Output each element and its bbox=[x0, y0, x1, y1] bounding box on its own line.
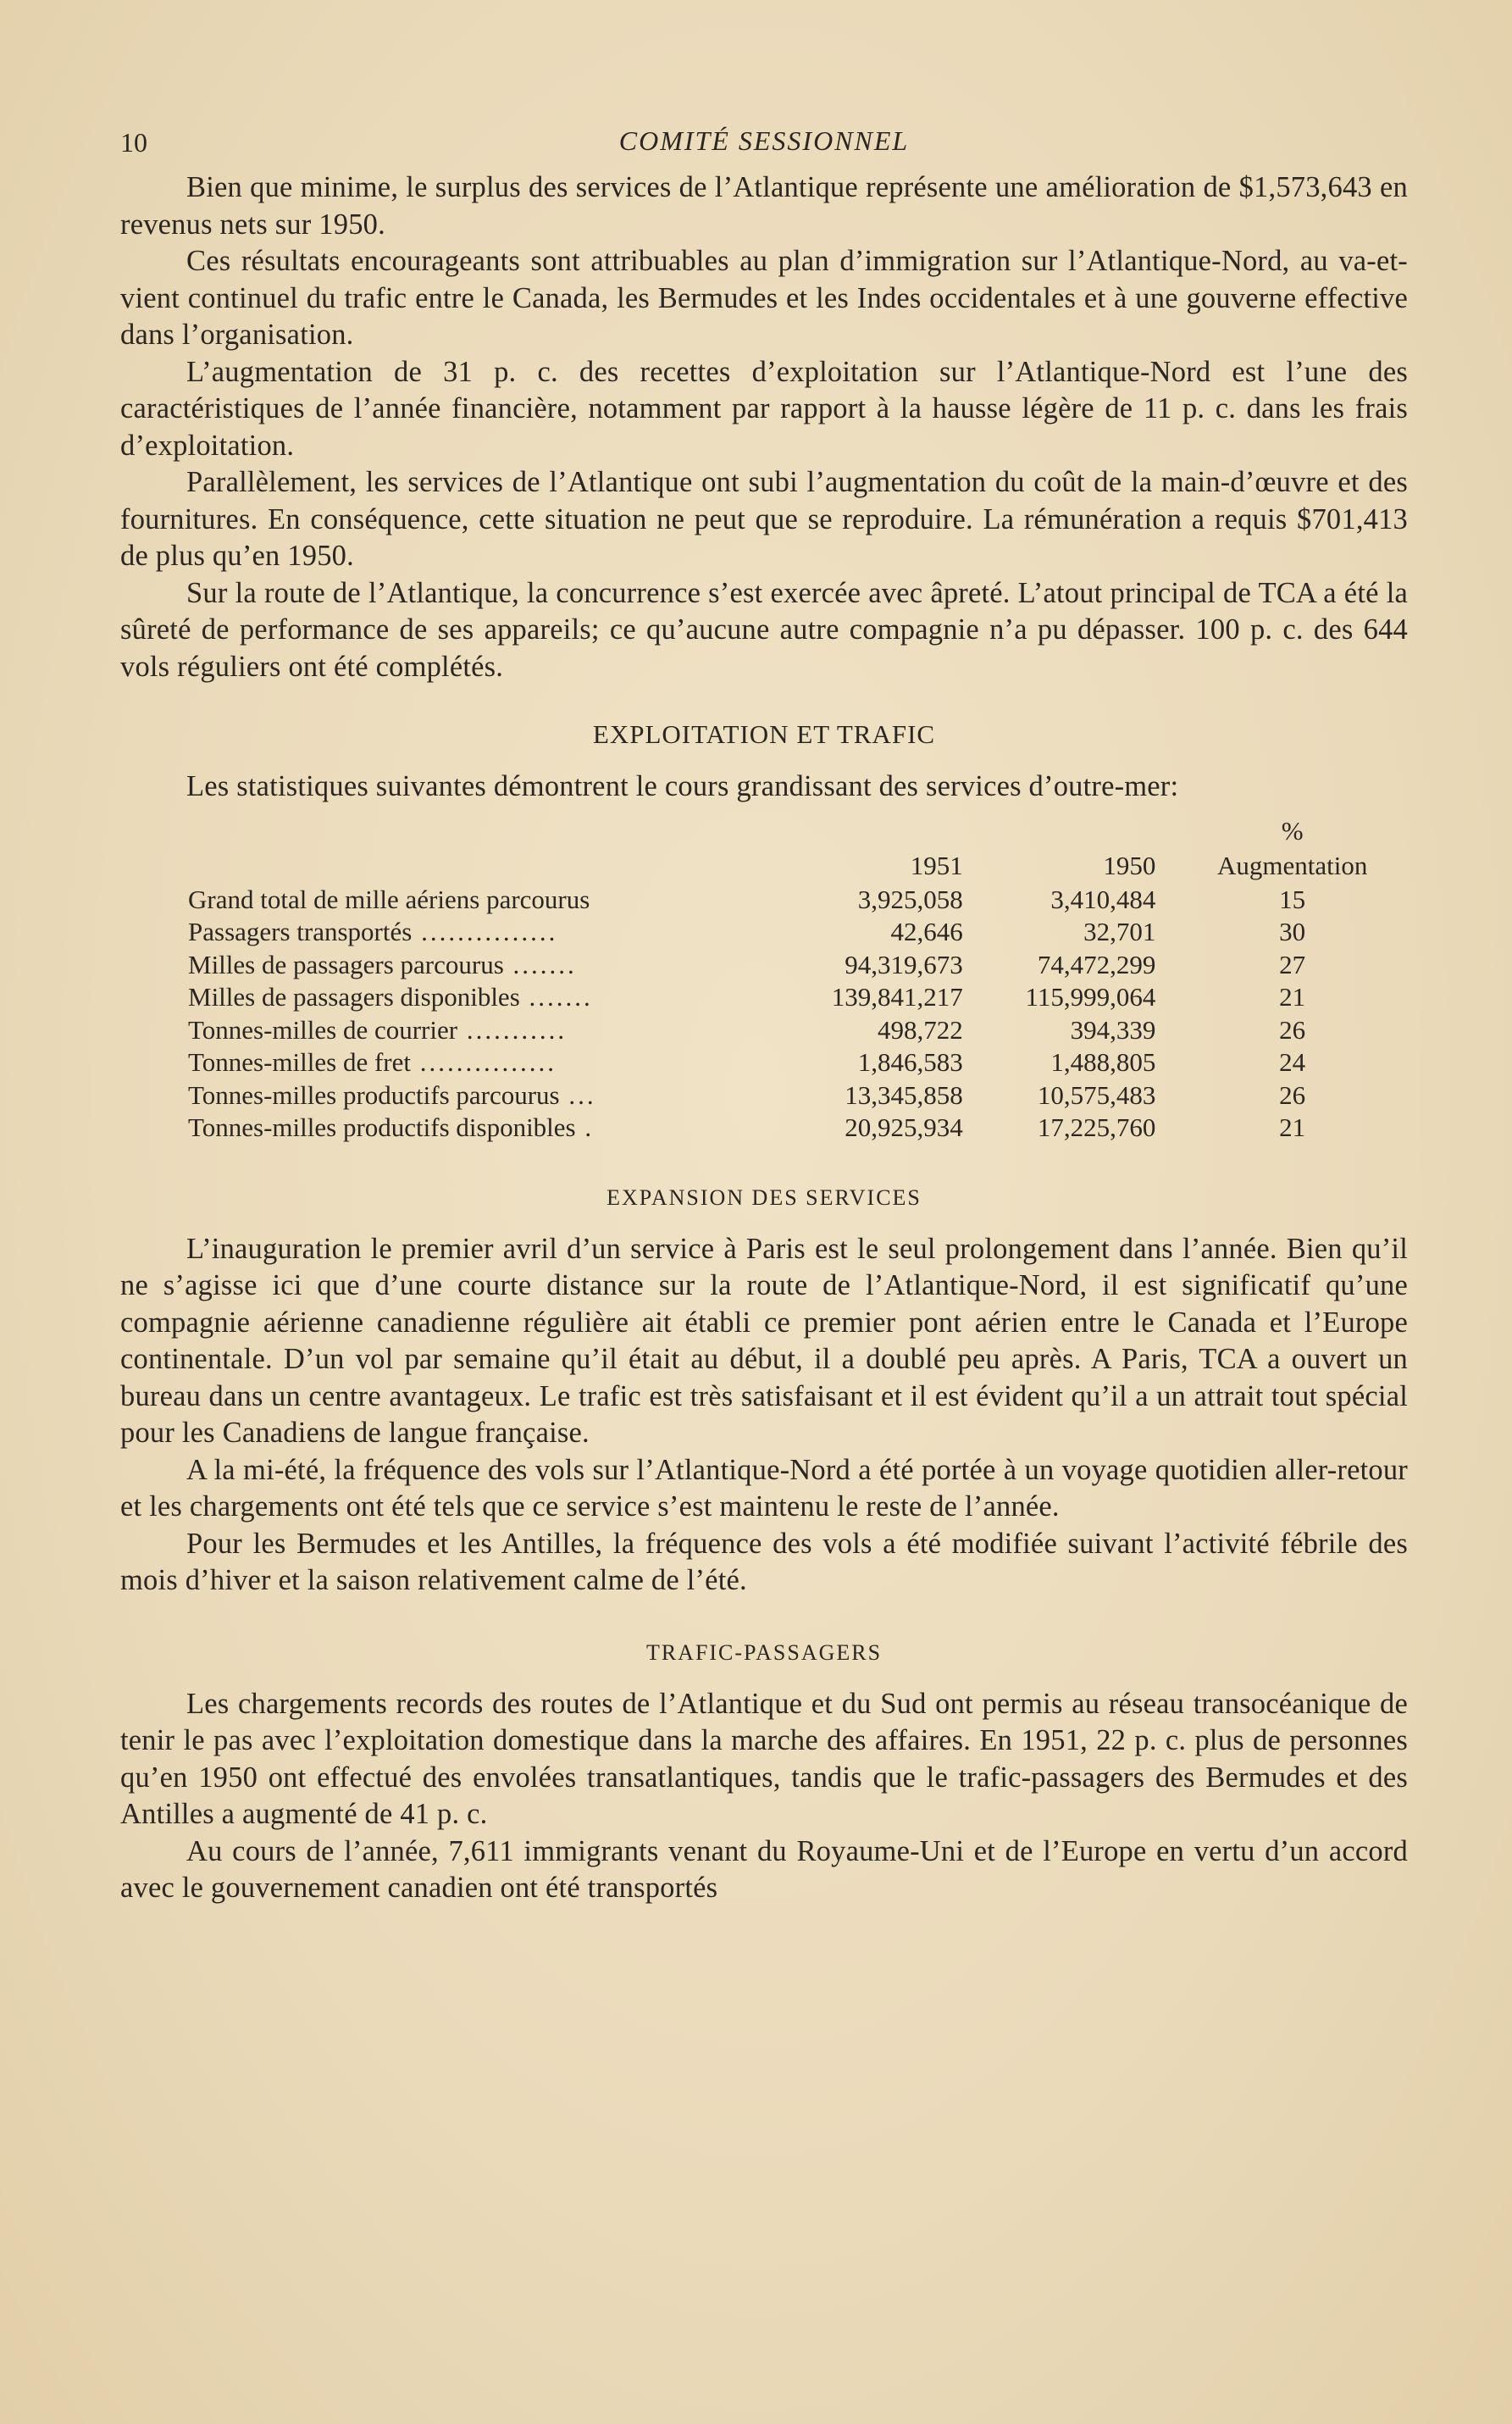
column-header-1950: 1950 bbox=[1103, 850, 1156, 880]
table-row bbox=[120, 916, 1408, 949]
value-1951: 1,846,583 bbox=[857, 1047, 963, 1077]
row-label: Milles de passagers disponibles bbox=[188, 982, 520, 1012]
value-1951: 20,925,934 bbox=[845, 1112, 963, 1142]
value-pct: 26 bbox=[1279, 1079, 1306, 1110]
table-row bbox=[120, 1079, 1408, 1112]
intro-paragraph-5: Sur la route de l’Atlantique, la concurrence s’est exercée avec âpreté. L’atout principal de TCA a été la sûreté de performance de ses appareils; ce qu’aucune autre compagnie n’a pu dépasser. 100 p. c. des 644 vols réguliers ont été complétés. bbox=[120, 576, 1408, 683]
value-pct: 30 bbox=[1279, 917, 1306, 946]
value-1951: 94,319,673 bbox=[845, 949, 963, 979]
table-header-row bbox=[120, 848, 1408, 884]
intro-paragraph-4: Parallèlement, les services de l’Atlantique ont subi l’augmentation du coût de la main-d’œuvre et des fournitures. En conséquence, cette situation ne peut que se reproduire. La rémunération a requis $701,413 de plus qu’en 1950. bbox=[120, 466, 1408, 572]
row-label: Tonnes-milles de fret bbox=[188, 1047, 411, 1077]
value-1950: 3,410,484 bbox=[1050, 884, 1156, 914]
value-1951: 13,345,858 bbox=[845, 1079, 963, 1110]
value-1950: 17,225,760 bbox=[1037, 1112, 1156, 1142]
row-label: Tonnes-milles productifs disponibles bbox=[188, 1112, 576, 1142]
row-label: Tonnes-milles productifs parcourus bbox=[188, 1079, 560, 1110]
traffic-statistics-table bbox=[120, 814, 1408, 1145]
leader-dots: ... bbox=[559, 1079, 596, 1110]
section-heading-passengers: TRAFIC-PASSAGERS bbox=[645, 1639, 883, 1665]
table-row bbox=[120, 949, 1408, 982]
leader-dots: ....... bbox=[503, 949, 577, 979]
column-header-1951: 1951 bbox=[910, 850, 963, 880]
passenger-paragraph-1: Les chargements records des routes de l’Atlantique et du Sud ont permis au réseau transocéanique de tenir le pas avec l’exploitation domestique dans la marche des affaires. En 1951, 22 p. c. plus de personnes qu’en 1950 ont effectué des envolées transatlantiques, tandis que le trafic-passagers des Bermudes et des Antilles a augmenté de 41 p. c. bbox=[120, 1687, 1408, 1830]
intro-paragraph-2: Ces résultats encourageants sont attribuables au plan d’immigration sur l’Atlantique-Nord, au va-et-vient continuel du trafic entre le Canada, les Bermudes et les Indes occidentales et à une gouverne effective dans l’organisation. bbox=[120, 245, 1408, 351]
running-title: COMITÉ SESSIONNEL bbox=[618, 125, 910, 156]
leader-dots: ........... bbox=[457, 1014, 568, 1045]
value-1951: 42,646 bbox=[890, 917, 963, 946]
leader-dots: ............... bbox=[410, 1047, 557, 1077]
column-header-augmentation: Augmentation bbox=[1216, 850, 1368, 880]
leader-dots: ....... bbox=[519, 982, 593, 1012]
value-pct: 24 bbox=[1279, 1047, 1306, 1077]
leader-dots: ............... bbox=[412, 917, 558, 946]
value-pct: 15 bbox=[1279, 884, 1306, 914]
value-1951: 498,722 bbox=[877, 1014, 963, 1045]
value-1950: 74,472,299 bbox=[1037, 949, 1156, 979]
table-row bbox=[120, 884, 1408, 917]
table-row bbox=[120, 1112, 1408, 1145]
passenger-paragraph-2: Au cours de l’année, 7,611 immigrants venant du Royaume-Uni et de l’Europe en vertu d’un accord avec le gouvernement canadien ont été transportés bbox=[120, 1834, 1408, 1904]
value-1950: 32,701 bbox=[1083, 917, 1156, 946]
value-1951: 3,925,058 bbox=[857, 884, 963, 914]
section-heading-expansion: EXPANSION DES SERVICES bbox=[606, 1184, 922, 1210]
value-pct: 21 bbox=[1279, 1112, 1306, 1142]
intro-paragraph-1: Bien que minime, le surplus des services de l’Atlantique représente une amélioration de $1,573,643 en revenus nets sur 1950. bbox=[120, 171, 1408, 241]
table-row bbox=[120, 1046, 1408, 1079]
table-row bbox=[120, 1014, 1408, 1047]
leader-dots: . bbox=[575, 1112, 595, 1142]
document-page bbox=[120, 119, 1408, 1907]
section-heading-exploitation: EXPLOITATION ET TRAFIC bbox=[592, 719, 936, 749]
expansion-paragraph-3: Pour les Bermudes et les Antilles, la fréquence des vols a été modifiée suivant l’activité fébrile des mois d’hiver et la saison relativement calme de l’été. bbox=[120, 1527, 1408, 1596]
intro-paragraph-3: L’augmentation de 31 p. c. des recettes d’exploitation sur l’Atlantique-Nord est l’une des caractéristiques de l’année financière, notamment par rapport à la hausse légère de 11 p. c. dans les frais d’exploitation. bbox=[120, 355, 1408, 462]
expansion-paragraph-2: A la mi-été, la fréquence des vols sur l’Atlantique-Nord a été portée à un voyage quotidien aller-retour et les chargements ont été tels que ce service s’est maintenu le reste de l’année. bbox=[120, 1453, 1408, 1523]
value-1950: 1,488,805 bbox=[1050, 1047, 1156, 1077]
expansion-paragraph-1: L’inauguration le premier avril d’un service à Paris est le seul prolongement dans l’année. Bien qu’il ne s’agisse ici que d’une courte distance sur la route de l’Atlantique-Nord, il est significatif qu’une compagnie aérienne canadienne régulière ait établi ce premier pont aérien entre le Canada et l’Europe continentale. D’un vol par semaine qu’il était au début, il a doublé peu après. A Paris, TCA a ouvert un bureau dans un centre avantageux. Le trafic est très satisfaisant et il est évident qu’il a un attrait tout spécial pour les Canadiens de langue française. bbox=[120, 1232, 1408, 1449]
row-label: Passagers transportés bbox=[188, 917, 413, 946]
value-1950: 115,999,064 bbox=[1025, 982, 1156, 1012]
running-header bbox=[120, 119, 1408, 169]
value-1950: 394,339 bbox=[1070, 1014, 1156, 1045]
value-pct: 26 bbox=[1279, 1014, 1306, 1045]
value-pct: 27 bbox=[1279, 949, 1306, 979]
traffic-intro: Les statistiques suivantes démontrent le cours grandissant des services d’outre-mer: bbox=[186, 770, 1179, 802]
row-label: Milles de passagers parcourus bbox=[188, 949, 504, 979]
value-pct: 21 bbox=[1279, 982, 1306, 1012]
value-1950: 10,575,483 bbox=[1037, 1079, 1156, 1110]
page-number: 10 bbox=[120, 127, 147, 158]
table-row bbox=[120, 981, 1408, 1014]
row-label: Tonnes-milles de courrier bbox=[188, 1014, 458, 1045]
row-label: Grand total de mille aériens parcourus bbox=[188, 884, 590, 914]
pct-symbol: % bbox=[1281, 815, 1304, 846]
value-1951: 139,841,217 bbox=[831, 982, 963, 1012]
